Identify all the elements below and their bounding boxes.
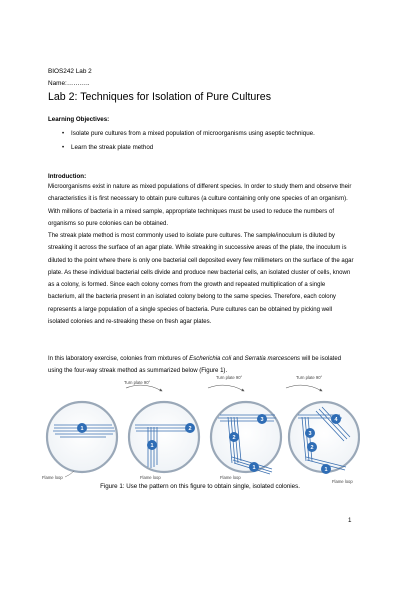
flame-pointer xyxy=(65,471,74,477)
step-number: 1 xyxy=(80,426,84,432)
objectives-heading: Learning Objectives: xyxy=(48,116,110,123)
species-name: Escherichia coli xyxy=(189,356,232,362)
page-title: Lab 2: Techniques for Isolation of Pure Cultures xyxy=(48,91,271,103)
course-code: BIOS242 Lab 2 xyxy=(48,68,92,75)
step-number: 2 xyxy=(232,435,236,441)
streak-plate-figure xyxy=(40,375,360,495)
step-number: 3 xyxy=(260,417,264,423)
bullet-icon: • xyxy=(62,145,65,151)
flame-loop-label: Flame loop xyxy=(332,479,353,484)
name-line: Name:……….. xyxy=(48,80,90,87)
plate-step-2 xyxy=(124,380,199,480)
turn-arrow-icon xyxy=(126,385,162,391)
bullet-icon: • xyxy=(62,131,65,137)
paragraph-text: In this laboratory exercise, colonies from mixtures of xyxy=(48,356,190,362)
plate-step-1 xyxy=(42,402,117,480)
objective-text: Isolate pure cultures from a mixed population of microorganisms using aseptic technique. xyxy=(71,130,315,137)
objective-text: Learn the streak plate method xyxy=(71,144,154,151)
step-number: 1 xyxy=(252,465,256,471)
flame-loop-label: Flame loop xyxy=(42,475,63,480)
paragraph-text: and xyxy=(231,356,245,362)
step-number: 2 xyxy=(310,445,314,451)
species-name: Serratia marcescens xyxy=(244,356,301,362)
turn-plate-label: Turn plate 90° xyxy=(124,380,151,385)
plate-step-4 xyxy=(286,375,359,484)
intro-paragraph-3 xyxy=(48,353,354,378)
page-number: 1 xyxy=(348,517,352,524)
turn-plate-label: Turn plate 90° xyxy=(216,375,243,380)
plate-step-3 xyxy=(208,375,281,480)
step-number: 4 xyxy=(334,417,338,423)
step-number: 1 xyxy=(324,467,328,473)
paragraph-text: will be isolated using the four-way streak method as summarized below (Figure 1). xyxy=(48,356,342,375)
turn-plate-label: Turn plate 90° xyxy=(296,375,323,380)
introduction-heading: Introduction: xyxy=(48,173,87,180)
step-number: 2 xyxy=(188,426,192,432)
turn-arrow-icon xyxy=(286,385,322,391)
list-item xyxy=(62,130,315,138)
turn-arrow-icon xyxy=(208,385,244,391)
list-item xyxy=(62,144,315,152)
petri-plate xyxy=(129,402,199,472)
intro-paragraph-1: Microorganisms exist in nature as mixed populations of different species. In order to study them and observe their characteristics it is first necessary to obtain pure cultures (a culture containing only one species of an organism). With millions of bacteria in a mixed sample, appropriate techniques must be used to reduce the numbers of organisms so pure colonies can be obtained. xyxy=(48,184,352,227)
step-number: 1 xyxy=(150,443,154,449)
objectives-list xyxy=(62,130,315,158)
intro-paragraph-2: The streak plate method is most commonly used to isolate pure cultures. The sample/inoculum is diluted by streaking it across the surface of an agar plate. While streaking in successive areas of the plate, the inoculum is diluted to the point where there is only one bacterial cell deposited every few millimeters on the surface of the agar plate. As these individual bacterial cells divide and produce new bacterial cells, an isolated cluster of cells, known as a colony, is formed. Since each colony comes from the growth and repeated multiplication of a single bacterium, all the bacteria present in an isolated colony belong to the same species. Therefore, each colony represents a large population of a single species of bacteria. Pure cultures can be obtained by picking well isolated colonies and re-streaking these on fresh agar plates. xyxy=(48,233,354,326)
flame-loop-label: Flame loop xyxy=(220,475,241,480)
flame-loop-label: Flame loop xyxy=(140,475,161,480)
step-number: 3 xyxy=(308,431,312,437)
figure-caption: Figure 1: Use the pattern on this figure to obtain single, isolated colonies. xyxy=(100,483,300,490)
